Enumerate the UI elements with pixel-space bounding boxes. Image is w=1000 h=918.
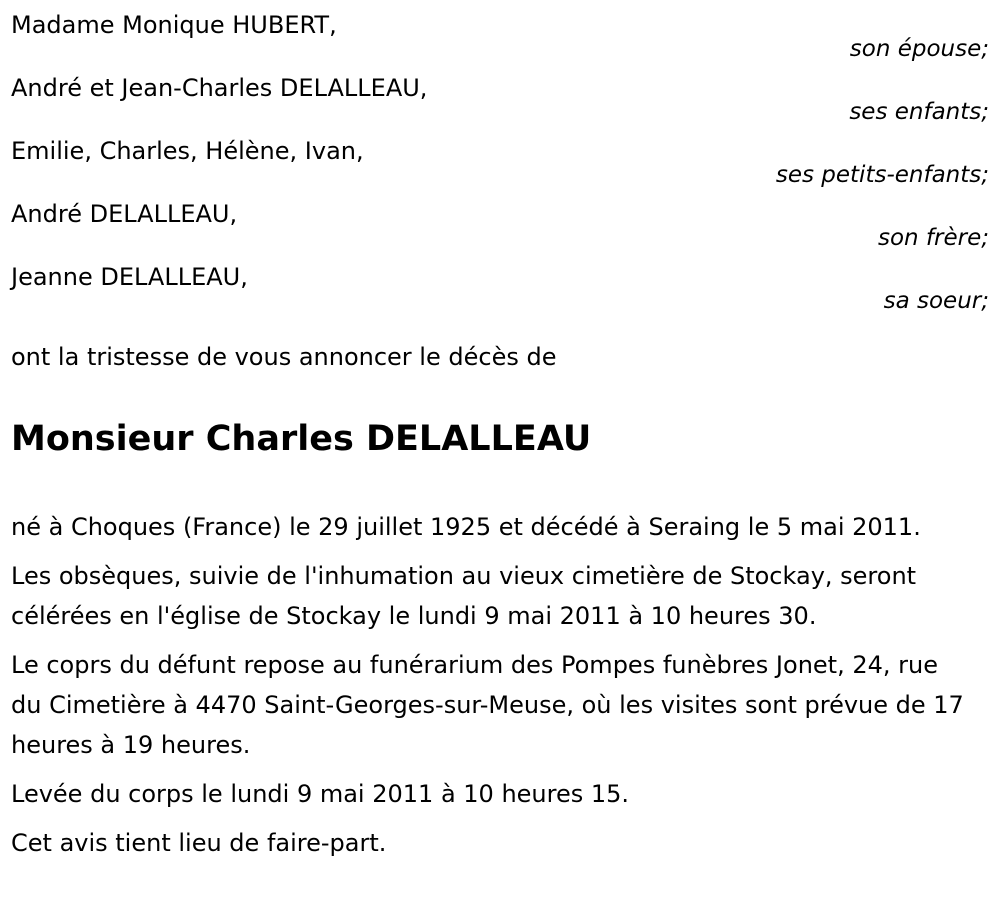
family-member-name: André et Jean-Charles DELALLEAU, [11, 74, 428, 102]
family-member [11, 126, 989, 189]
deceased-name: Monsieur Charles DELALLEAU [11, 419, 592, 459]
family-member-name: André DELALLEAU, [11, 200, 238, 228]
obituary-details [11, 507, 976, 872]
family-member-name: Madame Monique HUBERT, [11, 11, 337, 39]
family-member-relation: son frère; [877, 225, 989, 251]
funerarium-paragraph: Le coprs du défunt repose au funérarium des Pompes funèbres Jonet, 24, rue du Cimetière à 4470 Saint-Georges-sur-Meuse, où les visites sont prévue de 17 heures à 19 heures. [11, 651, 964, 759]
family-member-relation: sa soeur; [883, 288, 989, 314]
family-member-relation: son épouse; [849, 36, 989, 62]
family-member [11, 189, 989, 252]
obituary-notice [11, 0, 989, 857]
closing-paragraph: Cet avis tient lieu de faire-part. [11, 829, 387, 857]
family-member [11, 252, 989, 315]
birth-death-paragraph: né à Choques (France) le 29 juillet 1925 et décédé à Seraing le 5 mai 2011. [11, 513, 921, 541]
family-member-relation: ses petits-enfants; [775, 162, 989, 188]
funeral-paragraph: Les obsèques, suivie de l'inhumation au vieux cimetière de Stockay, seront célérées en l'église de Stockay le lundi 9 mai 2011 à 10 heures 30. [11, 562, 917, 630]
family-member [11, 0, 989, 63]
family-member-relation: ses enfants; [849, 99, 989, 125]
body-removal-paragraph: Levée du corps le lundi 9 mai 2011 à 10 heures 15. [11, 780, 630, 808]
announcement-text: ont la tristesse de vous annoncer le décès de [11, 343, 557, 371]
family-member [11, 63, 989, 126]
family-list [11, 0, 989, 315]
family-member-name: Jeanne DELALLEAU, [11, 263, 248, 291]
family-member-name: Emilie, Charles, Hélène, Ivan, [11, 137, 364, 165]
